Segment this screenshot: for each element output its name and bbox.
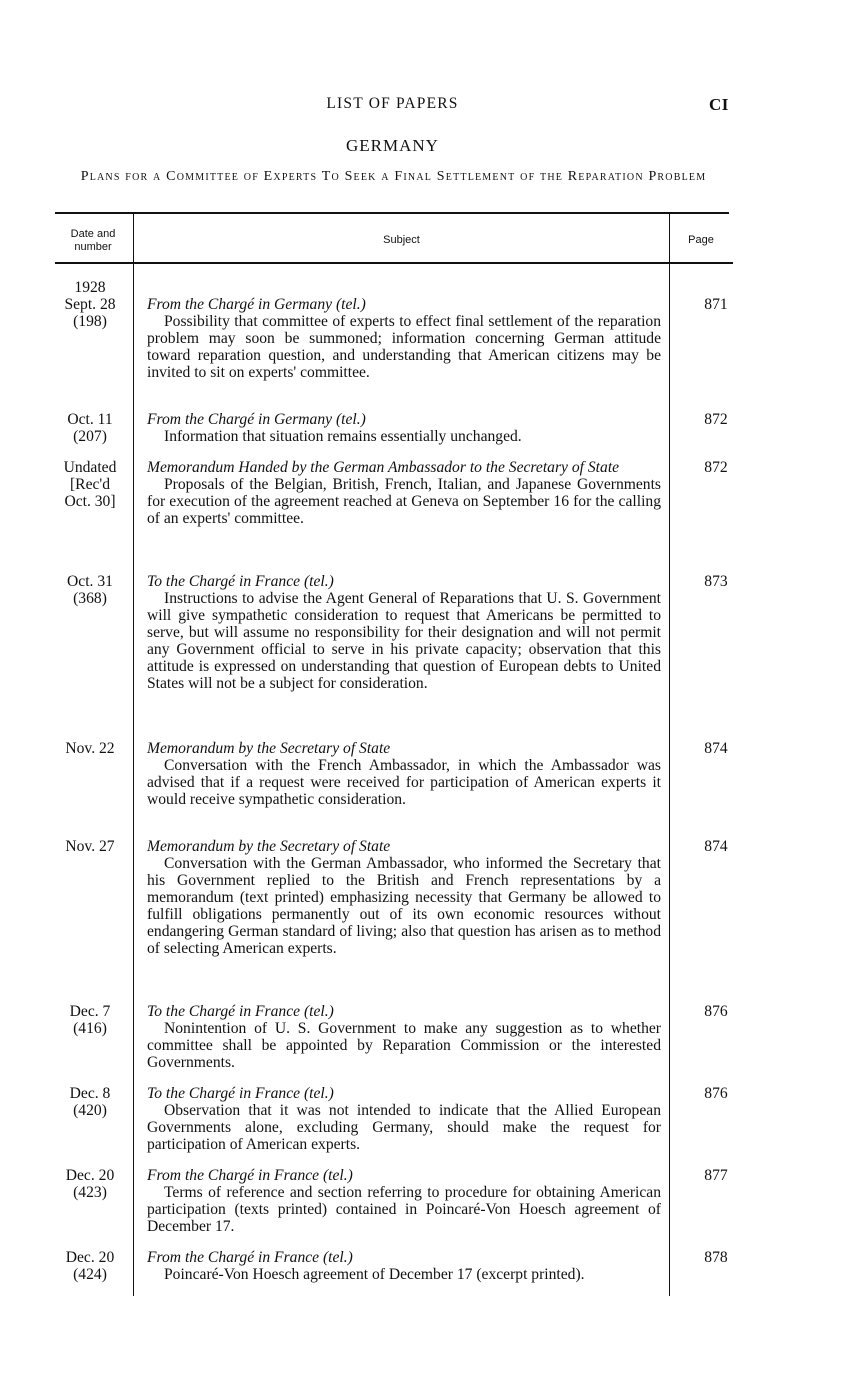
date-line: (423) xyxy=(73,1184,107,1201)
date-line: Oct. 30] xyxy=(64,493,116,510)
row-description: Information that situation remains essentially unchanged. xyxy=(164,428,522,445)
section-title: Plans for a Committee of Experts To Seek a Final Settlement of the Reparation Problem xyxy=(80,169,707,184)
date-line: Oct. 11 xyxy=(67,411,113,428)
date-line: [Rec'd xyxy=(69,476,111,493)
column-divider-left xyxy=(133,214,134,1296)
row-heading: From the Chargé in France (tel.) xyxy=(147,1167,353,1184)
date-line: Nov. 22 xyxy=(65,740,115,757)
row-subject xyxy=(147,411,661,445)
row-heading: Memorandum by the Secretary of State xyxy=(147,740,391,757)
row-subject xyxy=(147,740,661,808)
date-line: Undated xyxy=(63,459,117,476)
row-subject xyxy=(147,1085,661,1153)
running-head xyxy=(0,95,850,117)
row-page: 871 xyxy=(704,296,728,313)
year-value: 1928 xyxy=(74,279,106,296)
row-date xyxy=(50,838,130,855)
column-header-subject: Subject xyxy=(383,234,420,246)
row-subject xyxy=(147,573,661,692)
row-subject xyxy=(147,1003,661,1071)
row-page: 872 xyxy=(704,411,728,428)
date-line: (207) xyxy=(73,428,107,445)
row-date xyxy=(50,1167,130,1201)
row-subject xyxy=(147,1167,661,1235)
row-date xyxy=(50,1249,130,1283)
row-date xyxy=(50,1085,130,1119)
row-page: 873 xyxy=(704,573,728,590)
country-heading: GERMANY xyxy=(346,136,439,155)
date-line: (416) xyxy=(73,1020,107,1037)
row-date xyxy=(50,1003,130,1037)
row-heading: Memorandum Handed by the German Ambassador to the Secretary of State xyxy=(147,459,620,476)
header-bottom-rule xyxy=(55,262,733,264)
row-description: Conversation with the French Ambassador, in which the Ambassador was advised that if a request were received for participation of American experts it would receive sympathetic consideration. xyxy=(147,757,661,808)
row-heading: From the Chargé in Germany (tel.) xyxy=(147,411,366,428)
row-heading: From the Chargé in France (tel.) xyxy=(147,1249,353,1266)
table-top-rule xyxy=(55,212,729,214)
date-line: (420) xyxy=(73,1102,107,1119)
row-description: Possibility that committee of experts to effect final settlement of the reparation problem may soon be summoned; information concerning German attitude toward reparation question, and understanding that American citizens may be invited to sit on experts' committee. xyxy=(147,313,661,381)
row-heading: To the Chargé in France (tel.) xyxy=(147,573,334,590)
row-date xyxy=(50,411,130,445)
date-line: Nov. 27 xyxy=(65,838,115,855)
date-line: (424) xyxy=(73,1266,107,1283)
row-page: 877 xyxy=(704,1167,728,1184)
column-divider-right xyxy=(669,214,670,1296)
row-description: Proposals of the Belgian, British, French, Italian, and Japanese Governments for execution of the agreement reached at Geneva on September 16 for the calling of an experts' committee. xyxy=(147,476,661,527)
row-page: 876 xyxy=(704,1003,728,1020)
column-header-date: Date and number xyxy=(70,228,116,253)
row-description: Conversation with the German Ambassador, who informed the Secretary that his Government replied to the British and French representations by a memorandum (text printed) emphasizing necessity that Germany be allowed to fulfill obligations permanently out of its own economic resources without endangering German standard of living; also that question has arisen as to method of selecting American experts. xyxy=(147,855,661,957)
date-line: Dec. 7 xyxy=(69,1003,111,1020)
row-description: Terms of reference and section referring to procedure for obtaining American participation (texts printed) contained in Poincaré-Von Hoesch agreement of December 17. xyxy=(147,1184,661,1235)
date-line: Dec. 20 xyxy=(65,1167,115,1184)
row-page: 876 xyxy=(704,1085,728,1102)
date-line: (368) xyxy=(73,590,107,607)
row-date xyxy=(50,459,130,510)
row-description: Nonintention of U. S. Government to make any suggestion as to whether committee shall be appointed by Reparation Commission or the interested Governments. xyxy=(147,1020,661,1071)
row-heading: Memorandum by the Secretary of State xyxy=(147,838,391,855)
row-heading: To the Chargé in France (tel.) xyxy=(147,1085,334,1102)
row-date xyxy=(50,573,130,607)
row-date xyxy=(50,296,130,330)
row-heading: To the Chargé in France (tel.) xyxy=(147,1003,334,1020)
row-subject xyxy=(147,296,661,381)
row-subject xyxy=(147,1249,661,1283)
page-folio: CI xyxy=(709,95,729,114)
date-line: Dec. 20 xyxy=(65,1249,115,1266)
column-header-page: Page xyxy=(688,234,714,246)
row-page: 874 xyxy=(704,838,728,855)
date-line: Sept. 28 xyxy=(64,296,116,313)
row-heading: From the Chargé in Germany (tel.) xyxy=(147,296,366,313)
row-description: Observation that it was not intended to indicate that the Allied European Governments alone, excluding Germany, should make the request for participation of American experts. xyxy=(147,1102,661,1153)
row-subject xyxy=(147,459,661,527)
row-page: 878 xyxy=(704,1249,728,1266)
date-line: (198) xyxy=(73,313,107,330)
row-page: 874 xyxy=(704,740,728,757)
date-line: Dec. 8 xyxy=(69,1085,111,1102)
row-description: Instructions to advise the Agent General of Reparations that U. S. Government will give sympathetic consideration to request that Americans be permitted to serve, but will assume no responsibility for their designation and will not permit any Government official to serve in his private capacity; observation that this attitude is expressed on understanding that question of European debts to United States will not be a subject for consideration. xyxy=(147,590,661,692)
row-page: 872 xyxy=(704,459,728,476)
row-description: Poincaré-Von Hoesch agreement of December 17 (excerpt printed). xyxy=(164,1266,585,1283)
date-line: Oct. 31 xyxy=(67,573,113,590)
row-date xyxy=(50,740,130,757)
row-subject xyxy=(147,838,661,957)
running-title: LIST OF PAPERS xyxy=(326,95,459,112)
